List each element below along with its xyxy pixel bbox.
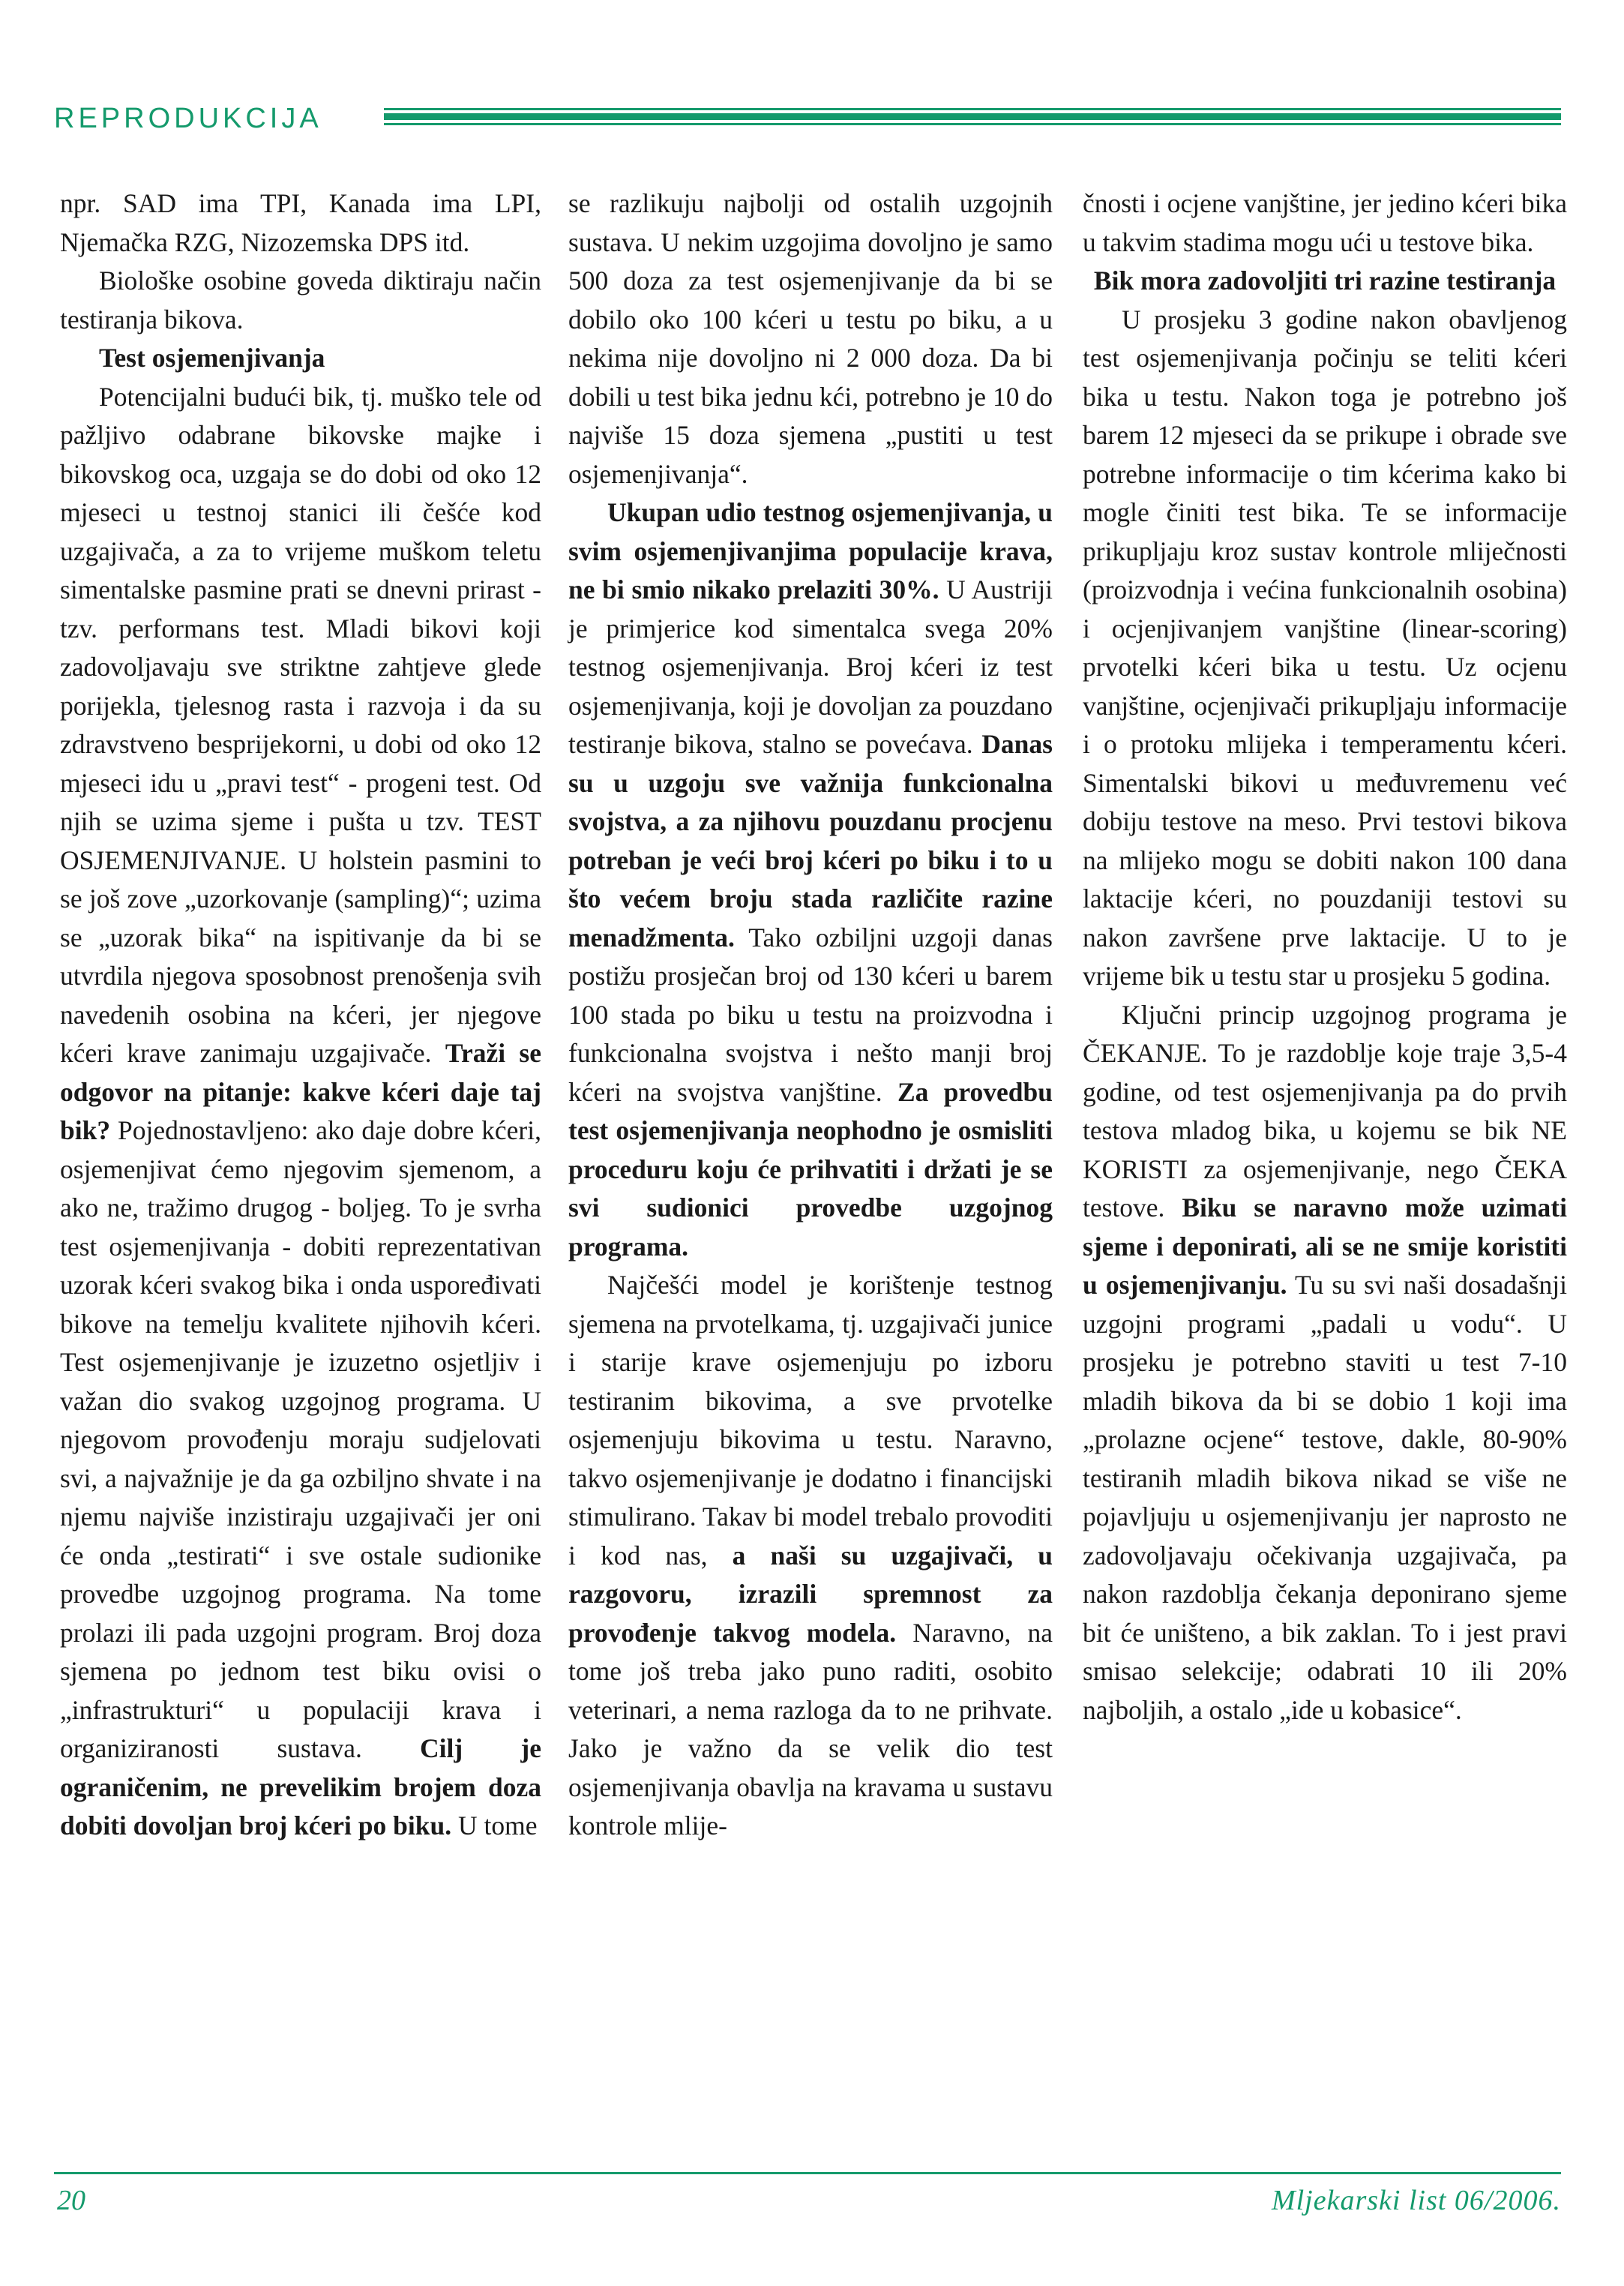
paragraph: Najčešći model je korištenje testnog sjemena na prvotelkama, tj. uzgajivači junice i starije krave osjemenjuju po izboru testiranim bikovima, a sve prvotelke osjemenjuju bikovima u testu. Naravno, takvo osjemenjivanje je dodatno i financijski stimulirano. Takav bi model trebalo provoditi i kod nas, a naši su uzgajivači, u razgovoru, izrazili spremnost za provođenje takvog modela. Naravno, na tome još treba jako puno raditi, osobito veterinari, a nema razloga da to ne prihvate. Jako je važno da se velik dio test osjemenjivanja obavlja na kravama u sustavu kontrole mlije- — [568, 1270, 1053, 1840]
paragraph: Ukupan udio testnog osjemenjivanja, u svim osjemenjivanjima populacije krava, ne bi smio nikako prelaziti 30%. U Austriji je primjerice kod simentalca svega 20% testnog osjemenjivanja. Broj kćeri iz test osjemenjivanja, koji je dovoljan za pouzdano testiranje bikova, stalno se povećava. Danas su u uzgoju sve važnija funkcionalna svojstva, a za njihovu pouzdanu procjenu potreban je veći broj kćeri po biku i to u što većem broju stada različite razine menadžmenta. Tako ozbiljni uzgoji danas postižu prosječan broj od 130 kćeri u barem 100 stada po biku u testu na proizvodna i funkcionalna svojstva i nešto manji broj kćeri na svojstva vanjštine. Za provedbu test osjemenjivanja neophodno je osmisliti proceduru koju će prihvatiti i držati je se svi sudionici provedbe uzgojnog programa. — [568, 497, 1053, 1262]
subheading: Test osjemenjivanja — [99, 343, 325, 373]
journal-title: Mljekarski list 06/2006. — [1271, 2185, 1561, 2216]
paragraph: čnosti i ocjene vanjštine, jer jedino kćeri bika u takvim stadima mogu ući u testove bika. — [1083, 188, 1567, 257]
section-label: REPRODUKCIJA — [54, 103, 322, 134]
paragraph: U prosjeku 3 godine nakon obavljenog test osjemenjivanja počinju se teliti kćeri bika u testu. Nakon toga je potrebno još barem 12 mjeseci da se prikupe i obrade sve potrebne informacije o tim kćerima kako bi mogle činiti test bika. Te se informacije prikupljaju kroz sustav kontrole mliječnosti (proizvodnja i većina funkcionalnih osobina) i ocjenjivanjem vanjštine (linear-scoring) prvotelki kćeri bika u testu. Uz ocjenu vanjštine, ocjenjivači prikupljaju informacije i o protoku mlijeka i temperamentu kćeri. Simentalski bikovi u međuvremenu već dobiju testove na meso. Prvi testovi bikova na mlijeko mogu se dobiti nakon 100 dana laktacije kćeri, no pouzdaniji testovi su nakon završene prve laktacije. U to je vrijeme bik u testu star u prosjeku 5 godina. — [1083, 304, 1567, 991]
page-number: 20 — [57, 2185, 85, 2216]
page-header — [54, 96, 1561, 141]
paragraph: Ključni princip uzgojnog programa je ČEKANJE. To je razdoblje koje traje 3,5-4 godine, od test osjemenjivanja pa do prvih testova mladog bika, u kojemu se bik NE KORISTI za osjemenjivanje, nego ČEKA testove. Biku se naravno može uzimati sjeme i deponirati, ali se ne smije koristiti u osjemenjivanju. Tu su svi naši dosadašnji uzgojni programi „padali u vodu“. U prosjeku je potrebno staviti u test 7-10 mladih bikova da bi se dobio 1 koji ima „prolazne ocjene“ testove, dakle, 80-90% testiranih mladih bikova nikad se više ne pojavljuju u osjemenjivanju jer naprosto ne zadovoljavaju očekivanja uzgajivača, pa nakon razdoblja čekanja deponirano sjeme bit će uništeno, a bik zaklan. To i jest pravi smisao selekcije; odabrati 10 ili 20% najboljih, a ostalo „ide u kobasice“. — [1083, 999, 1568, 1725]
paragraph: Potencijalni budući bik, tj. muško tele od pažljivo odabrane bikovske majke i bikovskog oca, uzgaja se do dobi od oko 12 mjeseci u testnoj stanici ili češće kod uzgajivača, a za to vrijeme muškom teletu simentalske pasmine prati se dnevni prirast - tzv. performans test. Mladi bikovi koji zadovoljavaju sve striktne zahtjeve glede porijekla, tjelesnog rasta i razvoja i da su zdravstveno besprijekorni, u dobi od oko 12 mjeseci idu u „pravi test“ - progeni test. Od njih se uzima sjeme i pušta u tzv. TEST OSJEMENJIVANJE. U holstein pasmini to se još zove „uzorkovanje (sampling)“; uzima se „uzorak bika“ na ispitivanje da bi se utvrdila njegova sposobnost prenošenja svih navedenih osobina na kćeri, jer njegove kćeri krave zanimaju uzgajivače. Traži se odgovor na pitanje: kakve kćeri daje taj bik? Pojednostavljeno: ako daje dobre kćeri, osjemenjivat ćemo njegovim sjemenom, a ako ne, tražimo drugog - boljeg. To je svrha test osjemenjivanja - dobiti reprezentativan uzorak kćeri svakog bika i onda uspoređivati bikove na temelju kvalitete njihovih kćeri. Test osjemenjivanje je izuzetno osjetljiv i važan dio svakog uzgojnog programa. U njegovom provođenju moraju sudjelovati svi, a najvažnije je da ga ozbiljno shvate i na njemu najviše inzistiraju uzgajivači jer oni će onda „testirati“ i sve ostale sudionike provedbe uzgojnog programa. Na tome prolazi ili pada uzgojni program. Broj doza sjemena po jednom test biku ovisi o „infrastrukturi“ u populaciji krava i organiziranosti sustava. Cilj je ograničenim, ne prevelikim brojem doza dobiti dovoljan broj kćeri po biku. U tome — [60, 381, 541, 1840]
header-rule — [384, 108, 1561, 128]
paragraph: se razlikuju najbolji od ostalih uzgojnih sustava. U nekim uzgojima dovoljno je samo 500 doza za test osjemenjivanje da bi se dobilo oko 100 kćeri u testu po biku, a u nekima nije dovoljno ni 2 000 doza. Da bi dobili u test bika jednu kći, potrebno je 10 do najviše 15 doza sjemena „pustiti u test osjemenjivanja“. — [568, 188, 1053, 489]
paragraph: npr. SAD ima TPI, Kanada ima LPI, Njemačka RZG, Nizozemska DPS itd. — [60, 188, 541, 257]
column-1 — [60, 184, 541, 2164]
subheading: Bik mora zadovoljiti tri razine testiranja — [1093, 266, 1557, 296]
paragraph: Biološke osobine goveda diktiraju način testiranja bikova. — [60, 266, 541, 334]
column-2 — [568, 184, 1053, 2164]
footer-rule — [54, 2172, 1561, 2174]
column-3 — [1083, 184, 1567, 2164]
